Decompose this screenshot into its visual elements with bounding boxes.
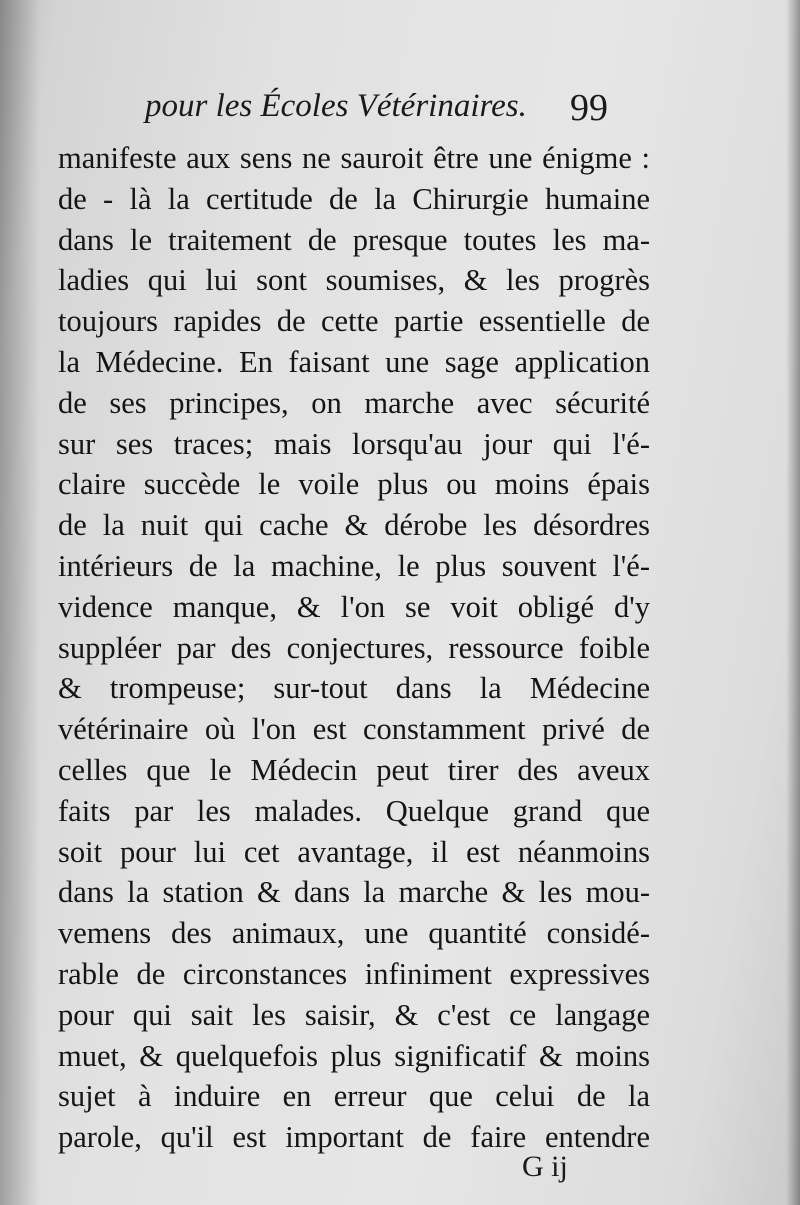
text-line: soit pour lui cet avantage, il est néanmoins xyxy=(58,834,650,869)
text-line: sur ses traces; mais lorsqu'au jour qui l'é- xyxy=(58,426,650,461)
text-line: pour qui sait les saisir, & c'est ce langage xyxy=(58,997,650,1032)
text-line: celles que le Médecin peut tirer des aveux xyxy=(58,752,650,787)
text-line: suppléer par des conjectures, ressource foible xyxy=(58,630,650,665)
text-line: de la nuit qui cache & dérobe les désordres xyxy=(58,508,650,543)
text-line: vidence manque, & l'on se voit obligé d'y xyxy=(58,589,650,624)
text-line: intérieurs de la machine, le plus souvent l'é- xyxy=(58,548,650,583)
text-line: vemens des animaux, une quantité considé- xyxy=(58,916,650,951)
body-text xyxy=(58,138,658,1158)
running-title: pour les Écoles Vétérinaires. xyxy=(145,88,527,124)
text-line: & trompeuse; sur-tout dans la Médecine xyxy=(58,671,650,706)
text-line: parole, qu'il est important de faire entendre xyxy=(58,1120,650,1155)
page-edge-shadow xyxy=(786,0,800,1205)
text-line: dans le traitement de presque toutes les ma- xyxy=(58,222,650,257)
page-number: 99 xyxy=(570,87,608,129)
signature-mark: G ij xyxy=(522,1150,568,1183)
text-line: rable de circonstances infiniment expressives xyxy=(58,956,650,991)
text-line: de - là la certitude de la Chirurgie humaine xyxy=(58,181,650,216)
text-line: muet, & quelquefois plus significatif & moins xyxy=(58,1038,650,1073)
gutter-shadow xyxy=(0,0,40,1205)
text-line: vétérinaire où l'on est constamment privé de xyxy=(58,712,650,747)
text-line: claire succède le voile plus ou moins épais xyxy=(58,467,650,502)
text-line: toujours rapides de cette partie essentielle de xyxy=(58,304,650,339)
running-head xyxy=(145,86,635,136)
text-line: la Médecine. En faisant une sage application xyxy=(58,344,650,379)
text-line: dans la station & dans la marche & les mou- xyxy=(58,875,650,910)
text-line: manifeste aux sens ne sauroit être une énigme : xyxy=(58,141,650,175)
text-line: sujet à induire en erreur que celui de la xyxy=(58,1079,650,1114)
text-line: faits par les malades. Quelque grand que xyxy=(58,793,650,828)
text-line: de ses principes, on marche avec sécurité xyxy=(58,385,650,420)
text-line: ladies qui lui sont soumises, & les progrès xyxy=(58,263,650,298)
